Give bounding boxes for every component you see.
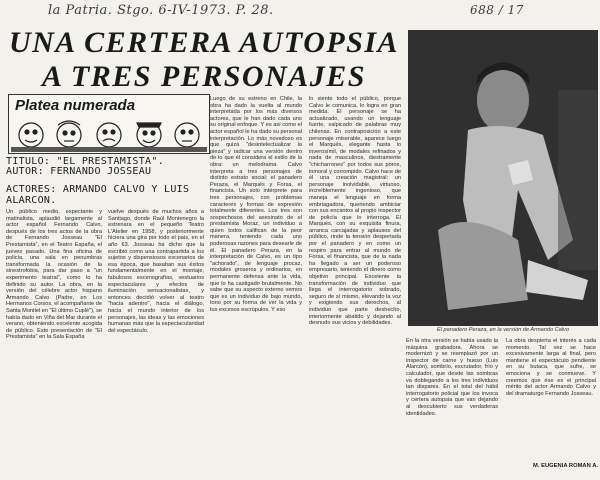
platea-numerada-banner (8, 94, 210, 154)
play-actors: ACTORES: ARMANDO CALVO Y LUIS ALARCON. (6, 184, 190, 206)
actor-portrait-image (408, 30, 598, 326)
article-column-4: lo siente todo el público, porque Calvo le comunica, lo logra en gran medida. El personaje se ha actualizado, usando un lenguaje fuerte, salpicado de palabras muy chilenas. En contraposición a este personaje miserable, aparece luego el Marqués, elegante hasta lo inverosímil, de modales refinados y nada de masculinos, diestramente "chicharrones" por todos sus poros, inmoral y corrompido. Calvo hace de él una creación magistral: un personaje inolvidable, virtuoso, increíblemente ingenioso, que maneja el lenguaje en forma embriagadora, queriendo ambiciar con sus encantos al propio inspector de policía que lo interroga. El Marqués, con su exquisita finura, arranca carcajadas y aplausos del público, rinde la tensión despertada por el panadero y en como un respiro para entrar al mundo de Forsa, el financista, que de la nada ha llegado a ser un poderoso empresario, teniendo el dinero como objetivo principal. Excelente la transformación de individuo que llega el interrogatorio sobrado, seguro de sí mismo, elevando la voz y exigiendo sus derechos, al individuo que parte deshecho, interiormente abatido y dejando al desnudo sus vicios y debilidades. (309, 96, 401, 327)
article-column-6: La obra despierta el interés a cada momento. Tal vez se hace excesivamente larga al final, pero mantiene el espectáculo pendiente en su butaca, que sufre, se emociona y se conmueve. Y creemos que ése es el principal mérito del actor Armando Calvo y del dramaturgo Fernando Josseau. (506, 338, 596, 397)
play-author: AUTOR: FERNANDO JOSSEAU (6, 166, 152, 177)
play-title: TITULO: "EL PRESTAMISTA". (6, 156, 165, 167)
headline-line-2: A TRES PERSONAJES (42, 60, 366, 93)
audience-cartoon-icon (9, 113, 209, 153)
author-signature: M. EUGENIA ROMAN A. (533, 463, 598, 469)
article-column-3: Luego de su estreno en Chile, la obra ha dado la vuelta al mundo interpretada por los más diversos actores, que le han dado cada uno su original enfoque. Y es así como el actor español le ha dado su personal interpretación. Lo más novedoso es que quizá "desintelectualizar la pieza" y radicar una versión dentro de lo que él considera el estilo de la obra: un melodrama. Calvo interpreta a tres personajes de distinto estrato social: el panadero Peraza, el Marqués y Forsa, el financista. Un solo intérprete para tres personajes, con problemas caracteres y formas de expresión totalmente diferentes. Los tres son sospechosos del asesinato de el prestamista Moraz, un individuo a quien todos califican de la peor manera, teniendo cada uno poderosas razones para desearle de él. El panadero Peraza, en la interpretación de Calvo, es un tipo "achorado", de lenguaje procaz, modales groseros y ordinarios, en permanente defensa ante la vida, que lo ha castigado brutalmente. No sabe que su aspecto externo vemos que es un individuo de bajo mundo, tono por su forma de ver la vida y tus excesos escrúpulos. Y eso (210, 96, 302, 313)
actor-photo (408, 30, 598, 326)
article-column-2: vuelve después de muchos años a Santiago, donde Raúl Montenegro la estrenara en el pequeño Teatro L'Atelier en 1958, y posteriormente hiciera una gira por todo el país, en el año 63. Josseau ha dicho que la escribió como una contrapartida a los sujetos y dispensiosos escenarios de esa época, que basaban sus éxitos fundamentalmente en el montaje, fabulosos escenografías, vestuarios espectaculares y efectos de iluminación sensacionalistas, y entonces decidió volver al teatro "hacia adentro", hacia el diálogo, hacia el mundo interior de los personajes, las ideas y las emociones humanas más que la espectacularidad del espectáculo. (108, 209, 204, 334)
headline-line-1: UNA CERTERA AUTOPSIA (8, 26, 400, 59)
handwritten-archive-number: 688 / 17 (470, 3, 524, 17)
article-column-1: Un público medio, expectante y matinalista, aplaudió largamente al actor español Fernando Calvo, después de los tres actos de la obra de Fernando Josseau "El Prestamista", en el Teatro España, el jueves pasado. Una fina oficina de policía, una sala en penumbras transformada la ocasión de la sinestrofobia, para dar paso a "un experimento teatral", como lo ha definido su autor. La obra, en la versión del célebre actor hispano Armando Calvo (Padre, en Los Hermanos Corsos, el acompañante de Santa Montiel en "El último Cuplé"), se había dado en Viña del Mar durante el verano, obteniendo excelente acogida de público. Este presentación de "El Prestamista" en la Sala España (6, 209, 103, 341)
photo-caption: El panadero Peraza, en la versión de Armando Calvo (437, 327, 569, 333)
banner-title: Platea numerada (15, 97, 136, 114)
handwritten-source-note: la Patria. Stgo. 6-IV-1973. P. 28. (48, 3, 274, 18)
article-column-5: En la otra versión se había usado la máquina grabadora. Ahora se modernizó y se reemplazó por un inspector de carne y hueso (Luis Alarcón), sombrío, escrutador, frío y calculador, que desde las sombras va doblegando a los tres individuos tan dispares. En el total del hábil interrogatorio policial que los invoca y certera autopsia que van dejando al descubierto sus verdaderas identidades. (406, 338, 498, 417)
